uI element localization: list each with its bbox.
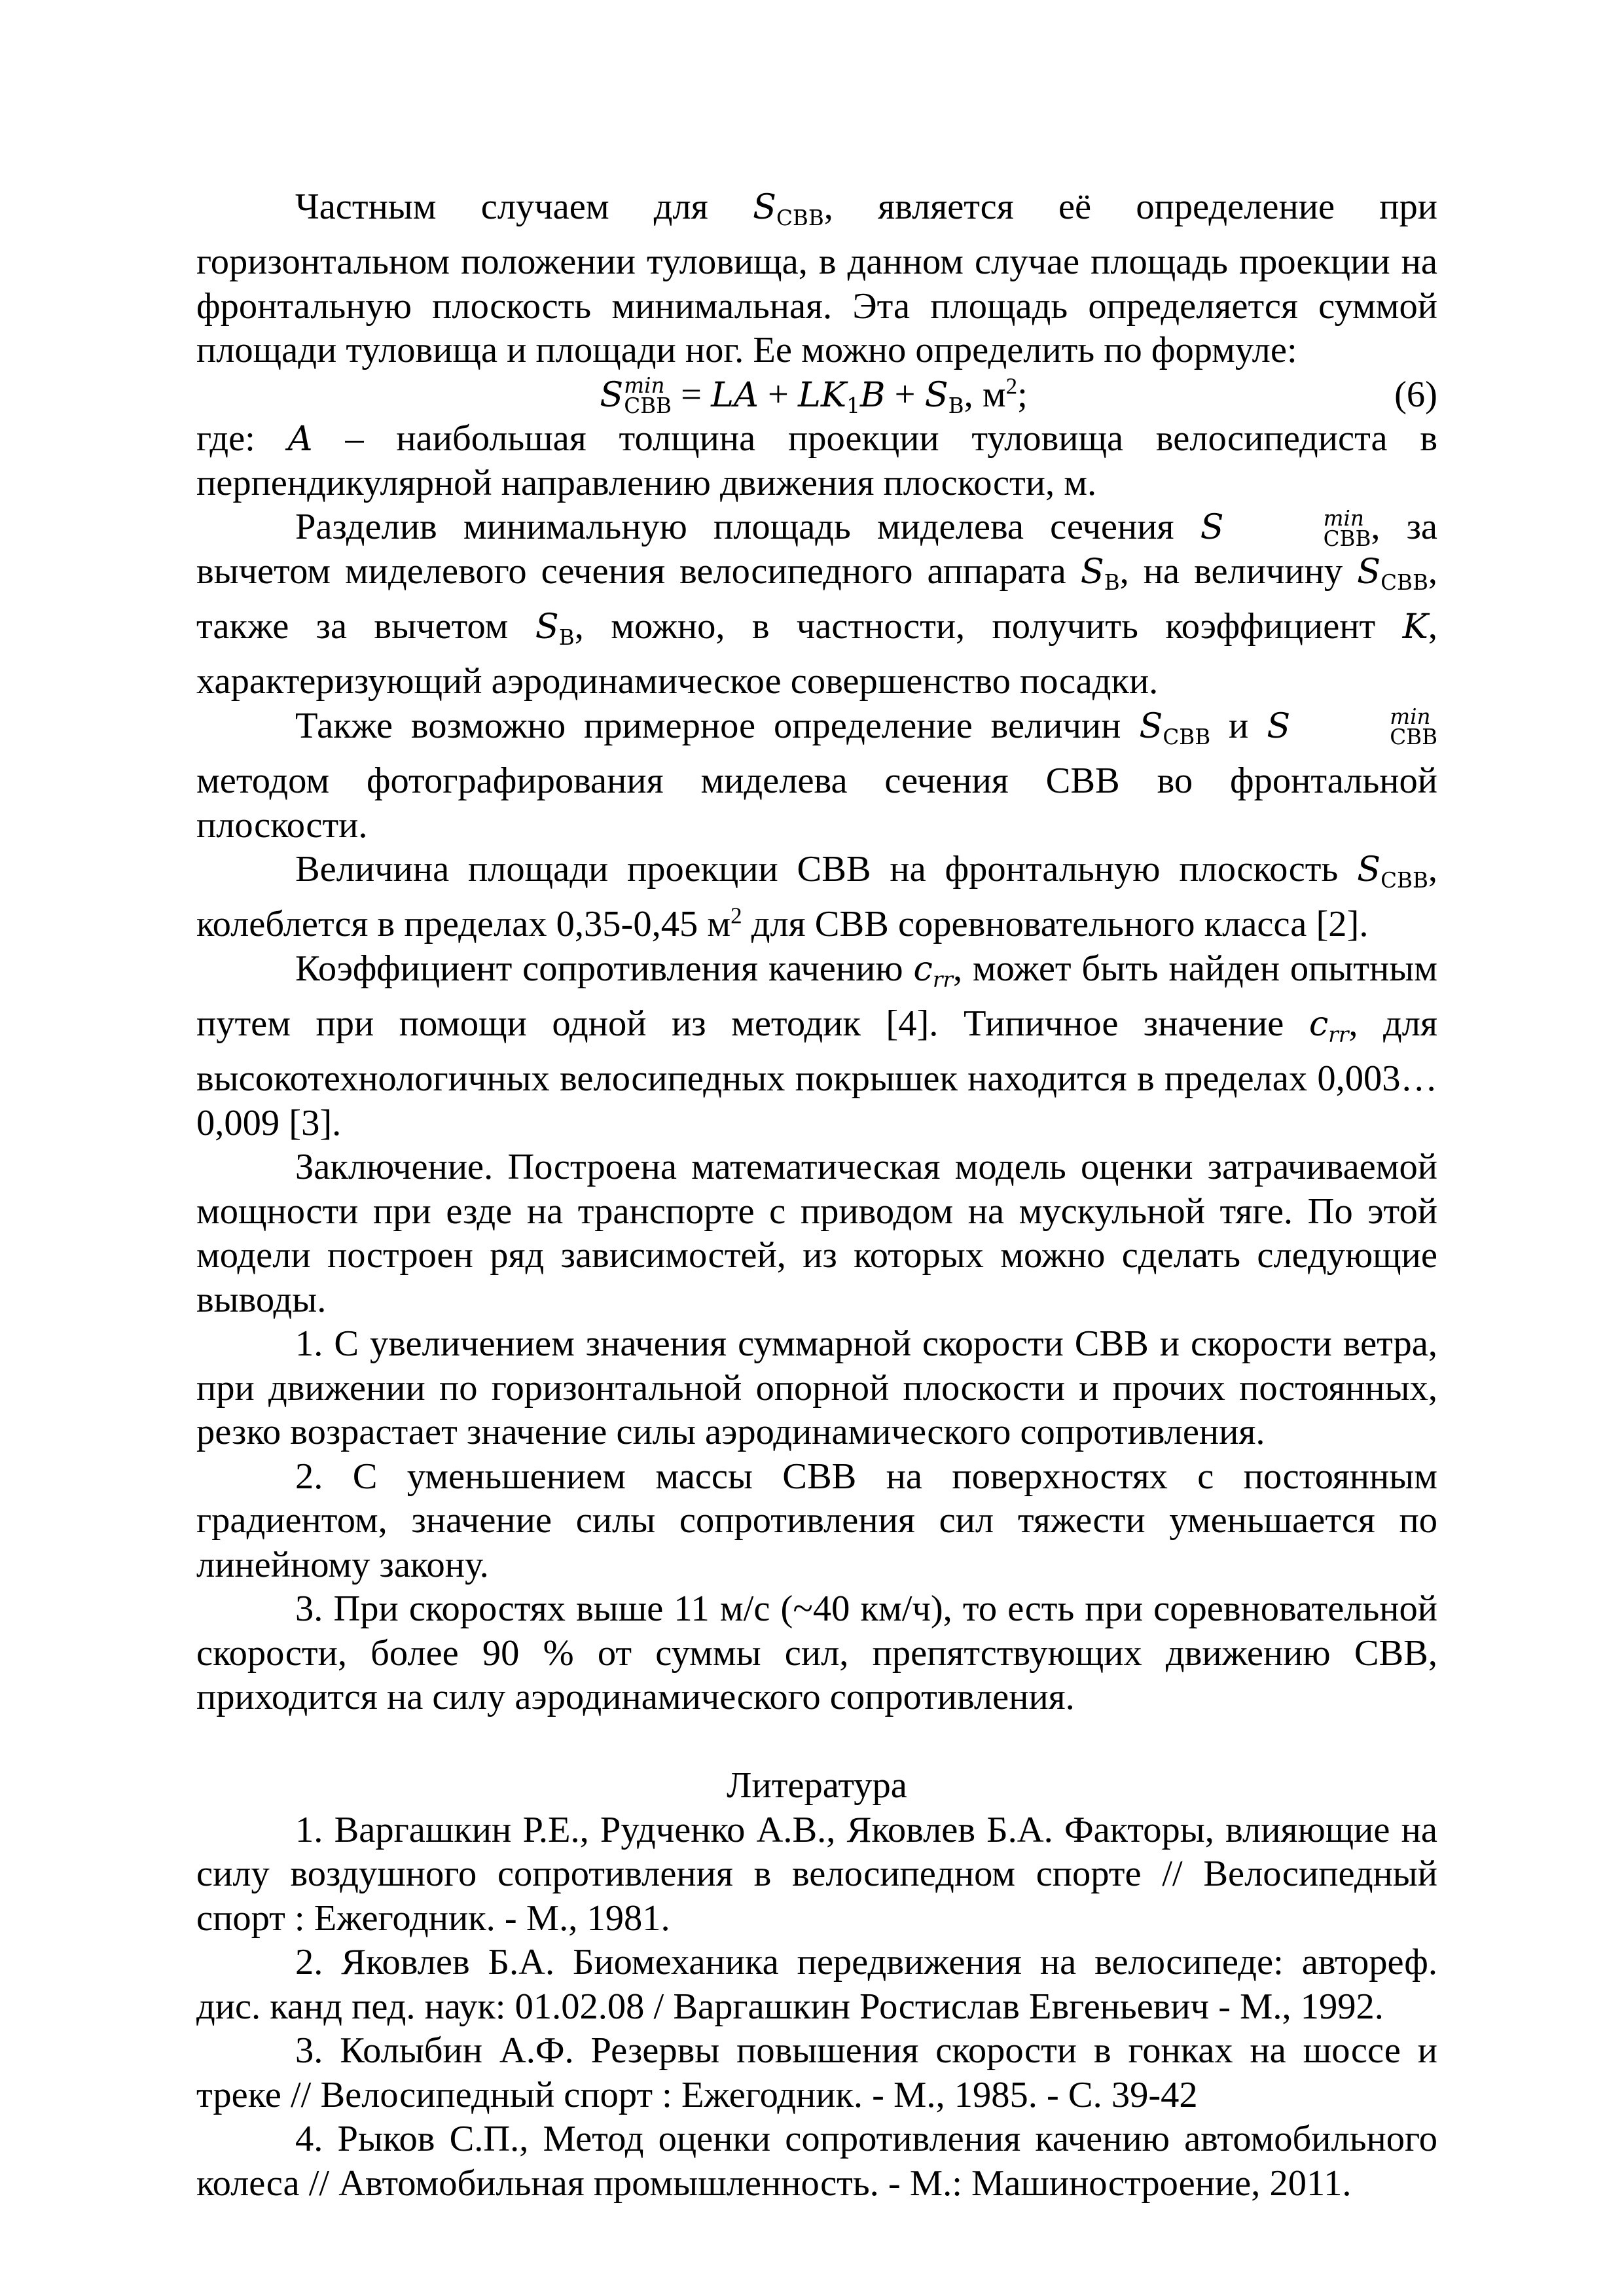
- math-symbol-k: K: [1402, 607, 1428, 647]
- subscript: СВВ: [624, 393, 672, 419]
- text-fragment: , на величину: [1119, 550, 1358, 592]
- formula-term-sv: [924, 374, 964, 418]
- symbol: S: [1080, 551, 1104, 592]
- symbol: S: [1200, 507, 1224, 548]
- math-symbol-s-svv: [1357, 850, 1428, 893]
- symbol: c: [1308, 1004, 1329, 1045]
- symbol: LK: [798, 374, 847, 415]
- formula-term-la: LA: [711, 374, 759, 415]
- formula-lhs: [600, 373, 672, 419]
- subscript: 1: [846, 393, 860, 418]
- conclusion-item: 1. С увеличением значения суммарной скорости СВВ и скорости ветра, при движении по горизонтальной опорной плоскости и прочих постоянных, резко возрастает значение силы аэродинамического сопротивления.: [196, 1323, 1437, 1453]
- math-symbol-c-rr: [913, 948, 953, 992]
- reference-item: 2. Яковлев Б.А. Биомеханика передвижения на велосипеде: автореф. дис. канд пед. наук: 01.02.08 / Варгашкин Ростислав Евгеньевич - М., 1992.: [196, 1942, 1437, 2027]
- plus-sign: +: [885, 374, 925, 415]
- sup-sub: [1291, 704, 1437, 750]
- symbol: c: [913, 948, 933, 989]
- math-symbol-s-svv: [1357, 551, 1428, 595]
- symbol: S: [1139, 706, 1163, 746]
- superscript: min: [1323, 505, 1364, 531]
- text-fragment: , за вычетом миделевого сечения велосипедного аппарата: [196, 507, 1438, 592]
- subscript: СВВ: [1163, 724, 1211, 749]
- reference-item: 1. Варгашкин Р.Е., Рудченко А.В., Яковлев Б.А. Факторы, влияющие на силу воздушного сопротивления в велосипедном спорте // Велосипедный спорт : Ежегодник. - М., 1981.: [196, 1809, 1437, 1939]
- sup-sub: [624, 373, 672, 419]
- text-fragment: Коэффициент сопротивления качению: [295, 948, 914, 989]
- math-symbol-s-svv-min: [1200, 505, 1371, 551]
- section-gap: [196, 1720, 1437, 1765]
- superscript: 2: [1005, 373, 1018, 399]
- formula-term-lk1b: [798, 374, 886, 418]
- math-symbol-s-svv: [1139, 706, 1211, 749]
- subscript: СВВ: [1380, 569, 1428, 595]
- subscript: СВВ: [1390, 725, 1437, 750]
- subscript: СВВ: [1380, 867, 1428, 893]
- math-symbol-a: A: [287, 419, 313, 459]
- text-fragment: где:: [196, 418, 288, 459]
- plus-sign: +: [758, 374, 799, 415]
- text-fragment: , может быть найден опытным путем при помощи одной из методик [4]. Типичное значение: [196, 948, 1438, 1045]
- paragraph-coefficient-k: [196, 505, 1437, 704]
- symbol: S: [600, 374, 624, 415]
- subscript: СВВ: [1323, 526, 1371, 551]
- subscript: rr: [932, 967, 953, 992]
- math-symbol-c-rr: [1308, 1004, 1349, 1047]
- superscript: min: [624, 373, 665, 399]
- equals-sign: =: [671, 374, 712, 415]
- equation-number: (6): [1394, 374, 1437, 415]
- reference-item: 3. Колыбин А.Ф. Резервы повышения скорости в гонках на шоссе и треке // Велосипедный спорт : Ежегодник. - М., 1985. - С. 39-42: [196, 2030, 1437, 2115]
- text-fragment: для СВВ соревновательного класса [2].: [742, 904, 1369, 945]
- math-symbol-s-svv: [752, 187, 824, 230]
- text-fragment: Величина площади проекции СВВ на фронтальную плоскость: [295, 849, 1358, 890]
- formula-6: [196, 373, 1437, 418]
- sup-sub: [1225, 505, 1371, 551]
- reference-item: 4. Рыков С.П., Метод оценки сопротивления качению автомобильного колеса // Автомобильная промышленность. - М.: Машиностроение, 2011.: [196, 2119, 1437, 2204]
- text-fragment: и: [1210, 705, 1267, 746]
- paragraph-conclusion: Заключение. Построена математическая модель оценки затрачиваемой мощности при езде на транспорте с приводом на мускульной тяге. По этой модели построен ряд зависимостей, из которых можно сделать следующие выводы.: [196, 1147, 1437, 1320]
- conclusion-item: 2. С уменьшением массы СВВ на поверхностях с постоянным градиентом, значение силы сопротивления сил тяжести уменьшается по линейному закону.: [196, 1456, 1437, 1585]
- symbol: S: [1357, 850, 1381, 890]
- subscript: СВВ: [776, 205, 824, 230]
- paragraph-rolling-resistance: [196, 947, 1437, 1146]
- subscript: В: [1104, 569, 1120, 595]
- paragraph-projection-area: [196, 848, 1437, 947]
- document-page: [196, 185, 1437, 2206]
- subscript: В: [948, 393, 964, 418]
- superscript: 2: [731, 903, 742, 929]
- conclusion-item: 3. При скоростях выше 11 м/с (~40 км/ч), то есть при соревновательной скорости, более 90 % от суммы сил, препятствующих движению СВВ, приходится на силу аэродинамического сопротивления.: [196, 1588, 1437, 1718]
- superscript: min: [1390, 704, 1431, 730]
- subscript: rr: [1328, 1022, 1349, 1047]
- paragraph-where-a: [196, 417, 1437, 505]
- math-symbol-s-v: [1080, 551, 1120, 595]
- text-fragment: Также возможно примерное определение величин: [295, 705, 1140, 746]
- paragraph-horizontal-position: [196, 185, 1437, 373]
- text-fragment: , для высокотехнологичных велосипедных покрышек находится в пределах 0,003…0,009 [3].: [196, 1003, 1437, 1143]
- text-fragment: методом фотографирования миделева сечения СВВ во фронтальной плоскости.: [196, 761, 1437, 846]
- symbol: S: [535, 607, 559, 647]
- subscript: В: [558, 624, 575, 650]
- formula-expression: [600, 373, 1028, 428]
- symbol: S: [1357, 551, 1381, 592]
- text-fragment: , можно, в частности, получить коэффициент: [574, 606, 1403, 647]
- math-symbol-s-v: [535, 607, 575, 650]
- text-fragment: Разделив минимальную площадь миделева сечения: [295, 507, 1200, 548]
- symbol: S: [1267, 706, 1291, 746]
- symbol: S: [924, 374, 948, 415]
- math-symbol-s-svv-min: [1267, 704, 1437, 750]
- text-fragment: – наибольшая толщина проекции туловища велосипедиста в перпендикулярной направлению движения плоскости, м.: [196, 418, 1437, 503]
- text-fragment: Частным случаем для: [295, 187, 753, 227]
- symbol: S: [752, 187, 776, 227]
- formula-unit: , м: [964, 374, 1006, 415]
- symbol: B: [859, 374, 886, 415]
- formula-end: ;: [1017, 374, 1028, 415]
- text-fragment: , колеблется в пределах 0,35-0,45 м: [196, 849, 1437, 945]
- paragraph-photography-method: [196, 704, 1437, 848]
- text-fragment: , является её определение при горизонтальном положении туловища, в данном случае площадь проекции на фронтальную плоскость минимальная. Эта площадь определяется суммой площади туловища и площади ног. Ее можно определить по формуле:: [196, 187, 1437, 371]
- text-fragment: , также за вычетом: [196, 550, 1438, 647]
- references-heading: Литература: [727, 1765, 907, 1806]
- text-fragment: , характеризующий аэродинамическое совершенство посадки.: [196, 606, 1437, 702]
